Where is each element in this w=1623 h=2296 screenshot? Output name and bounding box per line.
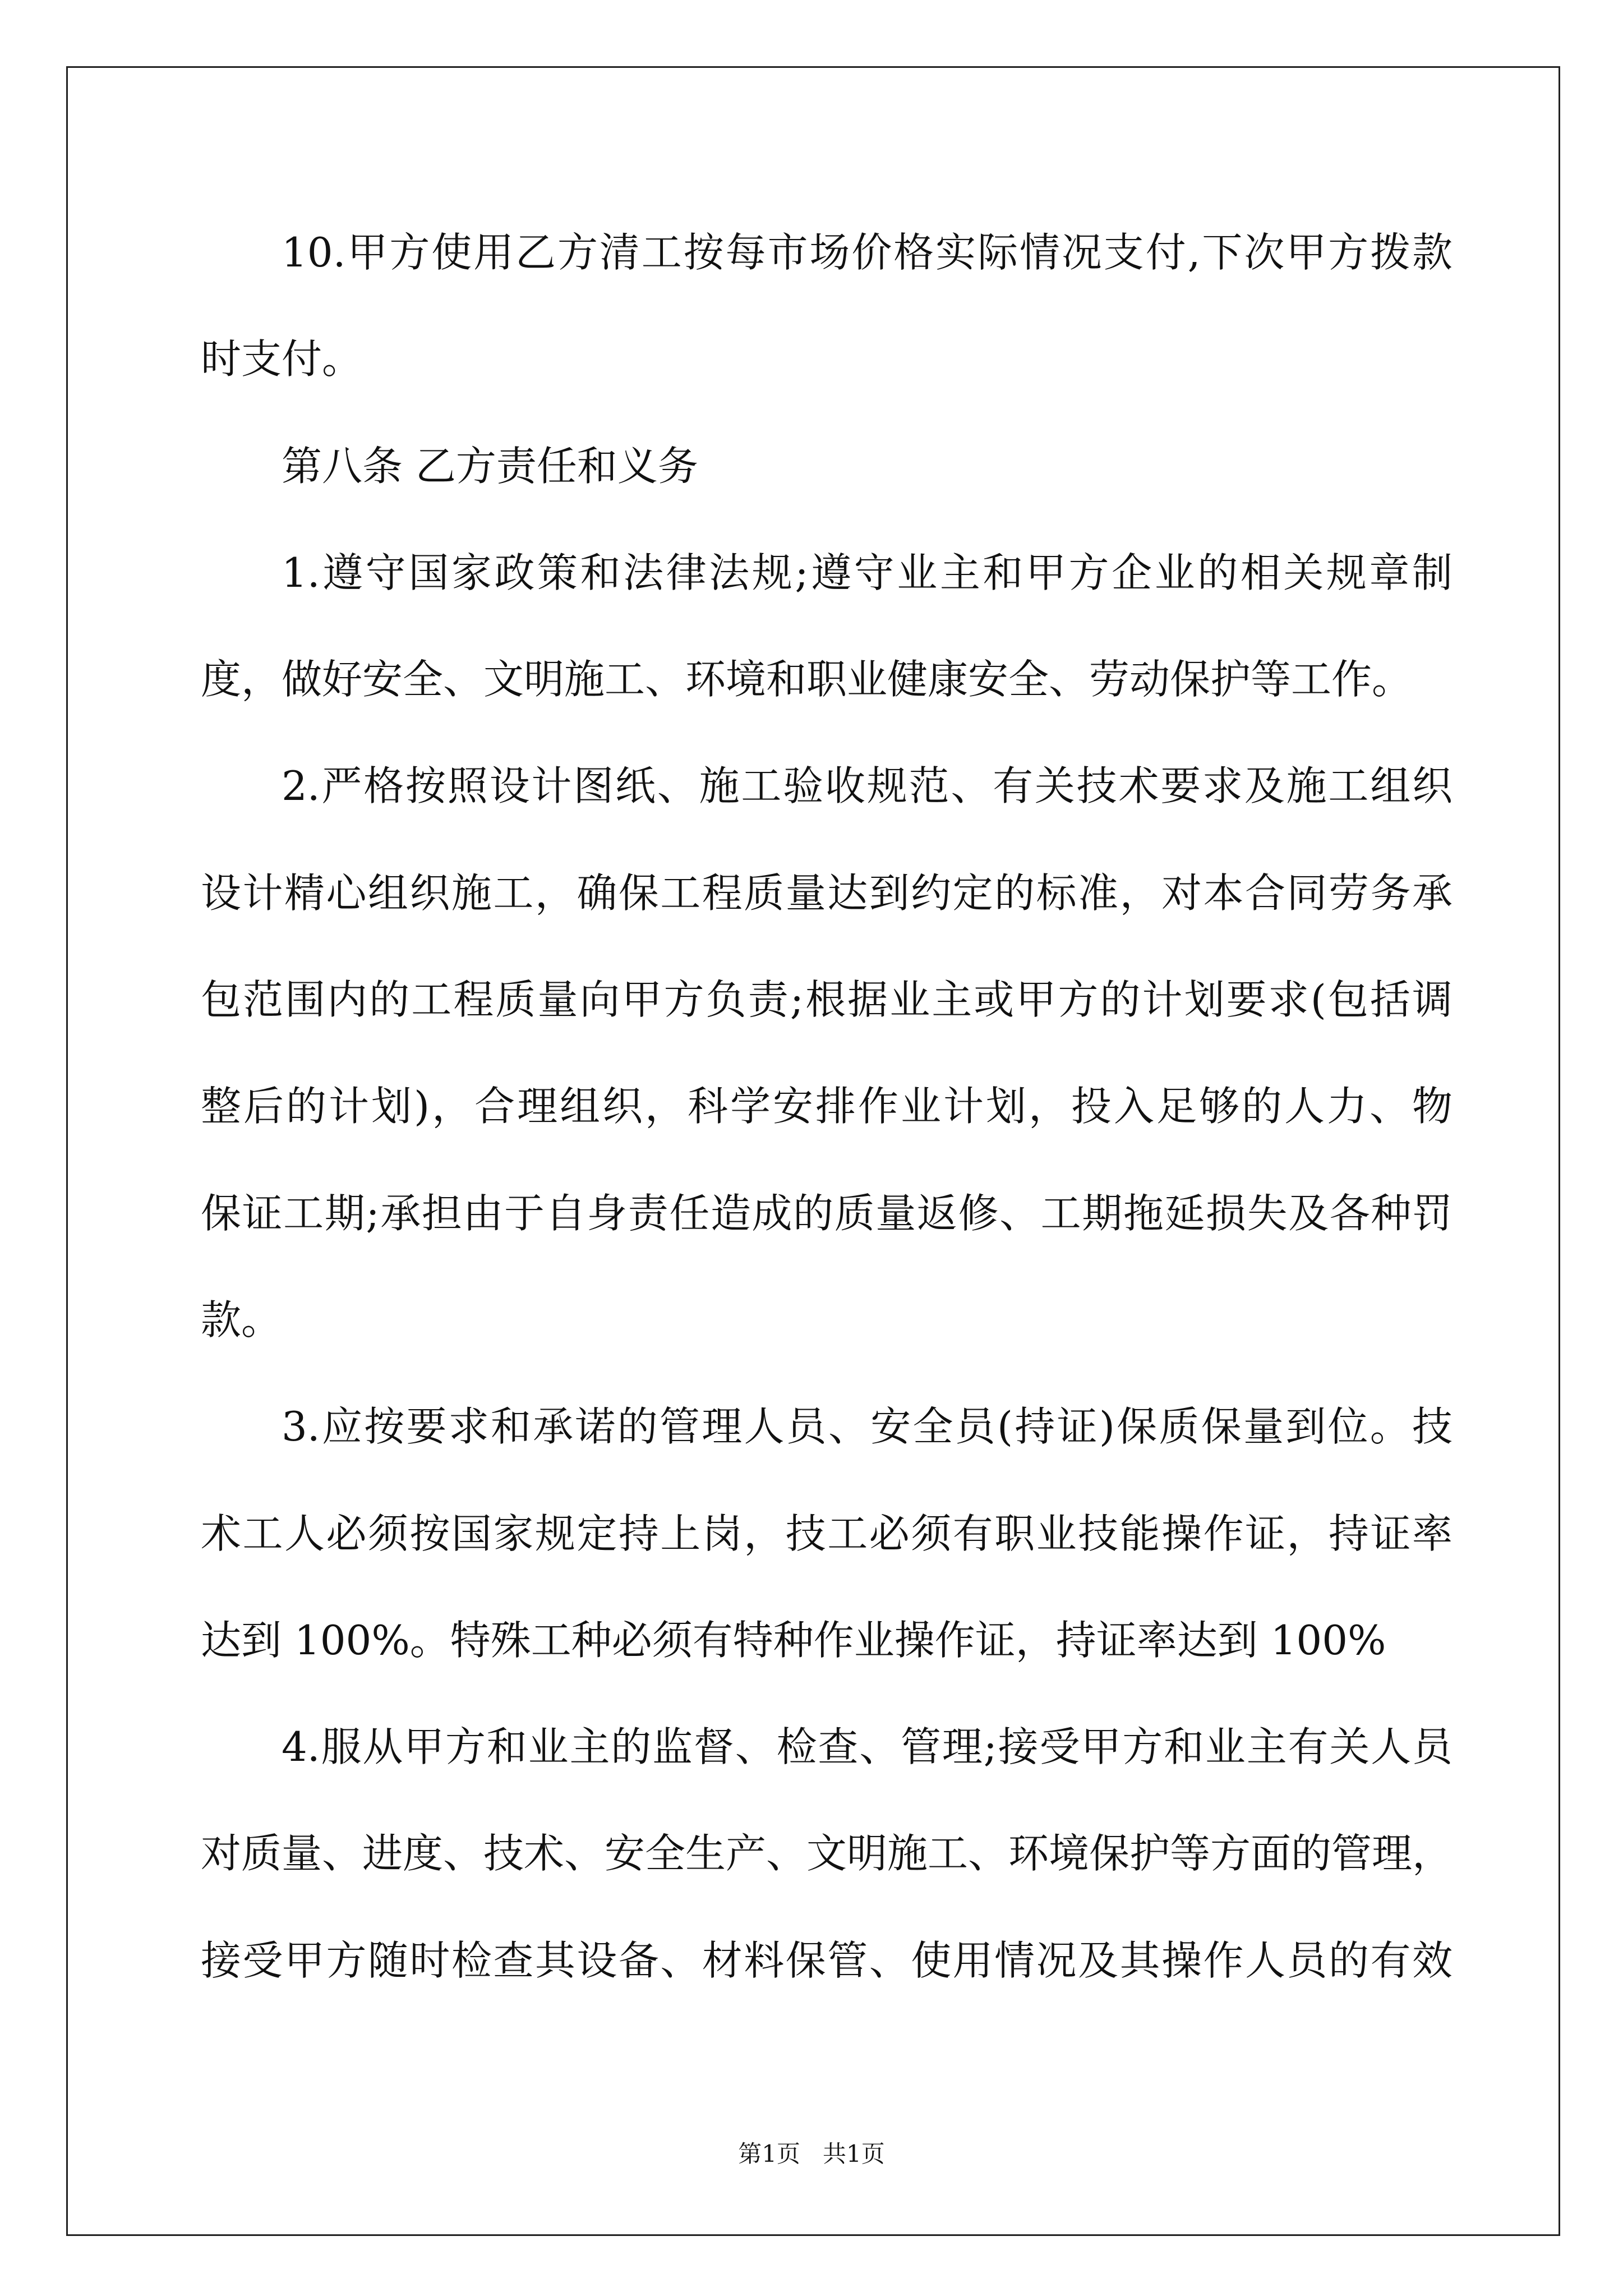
text-line: 3.应按要求和承诺的管理人员、安全员(持证)保质保量到位。技 xyxy=(282,1403,1453,1451)
text-line: 第八条 乙方责任和义务 xyxy=(282,442,698,490)
text-line: 达到 100%。特殊工种必须有特种作业操作证，持证率达到 100% xyxy=(201,1616,1386,1664)
paragraph xyxy=(201,1373,1453,1694)
document-body xyxy=(201,199,1453,2014)
paragraph xyxy=(201,1694,1453,2014)
text-line: 4.服从甲方和业主的监督、检查、管理;接受甲方和业主有关人员 xyxy=(282,1723,1453,1771)
text-line: 包范围内的工程质量向甲方负责;根据业主或甲方的计划要求(包括调 xyxy=(201,976,1453,1024)
text-line: 设计精心组织施工，确保工程质量达到约定的标准，对本合同劳务承 xyxy=(201,869,1453,917)
text-line: 术工人必须按国家规定持上岗，技工必须有职业技能操作证，持证率 xyxy=(201,1510,1453,1557)
text-line: 时支付。 xyxy=(201,335,363,383)
text-line: 度，做好安全、文明施工、环境和职业健康安全、劳动保护等工作。 xyxy=(201,656,1413,703)
page-footer: 第1页 共1页 xyxy=(738,2140,885,2168)
paragraph xyxy=(201,733,1453,1373)
text-line: 整后的计划)，合理组织，科学安排作业计划，投入足够的人力、物 xyxy=(201,1083,1453,1130)
text-line: 保证工期;承担由于自身责任造成的质量返修、工期拖延损失及各种罚 xyxy=(201,1189,1453,1237)
text-line: 1.遵守国家政策和法律法规;遵守业主和甲方企业的相关规章制 xyxy=(282,549,1453,596)
text-line: 对质量、进度、技术、安全生产、文明施工、环境保护等方面的管理， xyxy=(201,1830,1453,1878)
text-line: 10.甲方使用乙方清工按每市场价格实际情况支付,下次甲方拨款 xyxy=(282,229,1453,276)
text-line: 2.严格按照设计图纸、施工验收规范、有关技术要求及施工组织 xyxy=(282,762,1453,810)
paragraph xyxy=(201,519,1453,733)
paragraph xyxy=(201,199,1453,413)
text-line: 款。 xyxy=(201,1296,282,1343)
section-heading xyxy=(201,413,1453,519)
text-line: 接受甲方随时检查其设备、材料保管、使用情况及其操作人员的有效 xyxy=(201,1936,1453,1984)
